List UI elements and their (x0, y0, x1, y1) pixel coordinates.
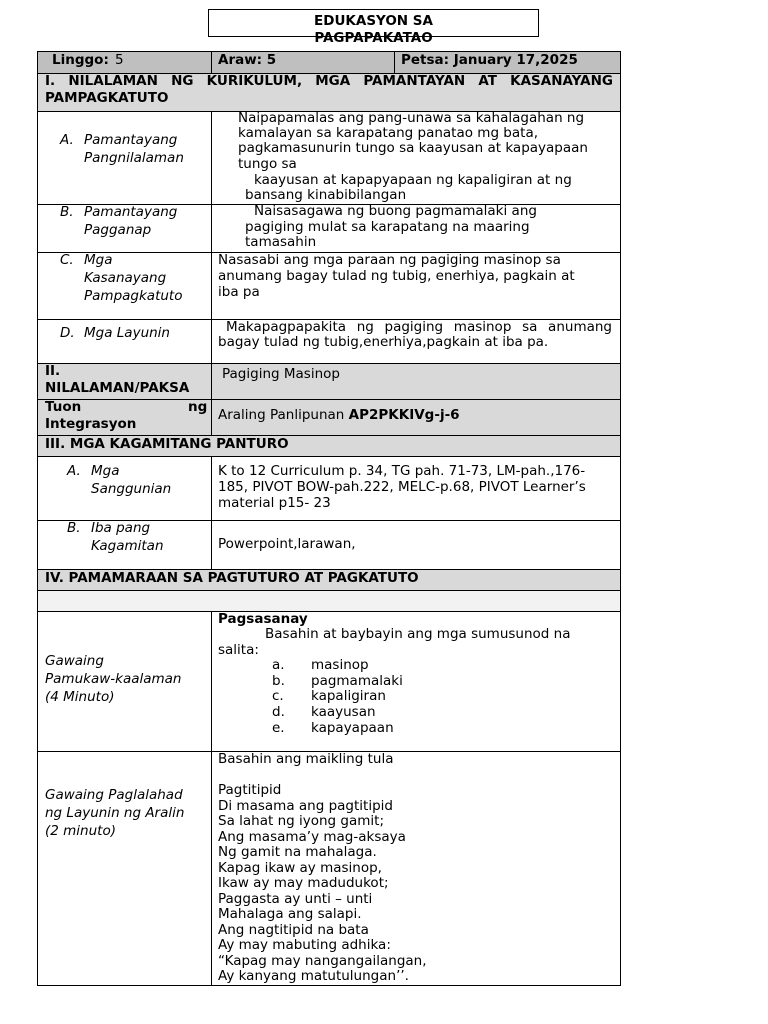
content-line: tamasahin (245, 234, 317, 250)
content-line: Naisasagawa ng buong pagmamalaki ang (254, 203, 537, 219)
content-line: Naipapamalas ang pang-unawa sa kahalagahan ng (238, 110, 585, 126)
content-line: material p15- 23 (218, 495, 331, 511)
sanggunian-content-cell (211, 456, 621, 521)
label-text: (2 minuto) (45, 823, 116, 839)
pamantayang-pangnilalaman-content-cell (211, 111, 621, 205)
tuon-integrasyon-content-cell (211, 399, 621, 436)
label-text: Sanggunian (91, 481, 172, 497)
pamantayang-pangnilalaman-label-cell (37, 111, 212, 205)
list-item-letter: e. (272, 720, 285, 736)
content-line: anumang bagay tulad ng tubig, enerhiya, pagkain at (218, 268, 575, 284)
document-title-line2: PAGPAPAKATAO (314, 30, 433, 46)
linggo-cell (37, 51, 212, 74)
instruction-line: salita: (218, 642, 259, 658)
instruction-line: Basahin at baybayin ang mga sumusunod na (265, 626, 571, 642)
poem-line: Mahalaga ang salapi. (218, 906, 362, 922)
mga-layunin-content-cell (211, 319, 621, 364)
gawaing-pamukaw-kaalaman-label-cell (37, 611, 212, 752)
list-item-word: masinop (311, 657, 369, 673)
petsa-label: Petsa: January 17,2025 (401, 52, 578, 68)
section4-blank-row (37, 590, 621, 612)
document-title-box (208, 9, 539, 46)
label-letter: C. (60, 252, 74, 268)
poem-line: Sa lahat ng iyong gamit; (218, 813, 384, 829)
section1-title-line1: I. NILALAMAN NG KURIKULUM, MGA PAMANTAYAN AT KASANAYANG (45, 73, 613, 89)
content-line: tungo sa (238, 156, 297, 172)
list-item-word: kapaligiran (311, 688, 386, 704)
iba-pang-kagamitan-label-cell (37, 520, 212, 570)
paksa-text: Pagiging Masinop (222, 366, 340, 382)
label-letter: B. (60, 204, 74, 220)
content-line: pagiging mulat sa karapatang na maaring (245, 219, 530, 235)
content-line: kaayusan at kapapyapaan ng kapaligiran at ng (254, 172, 572, 188)
section3-title: III. MGA KAGAMITANG PANTURO (45, 436, 289, 452)
list-item-word: kapayapaan (311, 720, 394, 736)
label-text: Gawaing Paglalahad (45, 787, 183, 803)
pamantayang-pagganap-label-cell (37, 204, 212, 253)
section1-header (37, 73, 621, 112)
kasanayang-pampagkatuto-content-cell (211, 252, 621, 320)
list-item-word: kaayusan (311, 704, 376, 720)
content-line: Makapagpapakita ng pagiging masinop sa anumang (226, 319, 612, 335)
label-text: Mga Layunin (84, 325, 170, 341)
section1-title-line2: PAMPAGKATUTO (45, 90, 169, 106)
label-text: Pampagkatuto (84, 288, 183, 304)
kasanayang-pampagkatuto-label-cell (37, 252, 212, 320)
pagsasanay-heading: Pagsasanay (218, 611, 308, 627)
content-line: 185, PIVOT BOW-pah.222, MELC-p.68, PIVOT Learner’s (218, 479, 586, 495)
poem-title: Pagtitipid (218, 782, 282, 798)
section4-header (37, 569, 621, 591)
label-text: Kagamitan (91, 538, 164, 554)
label-text: Mga (84, 252, 113, 268)
poem-line: Ay may mabuting adhika: (218, 937, 391, 953)
linggo-value: 5 (115, 52, 124, 68)
label-letter: B. (67, 520, 81, 536)
poem-line: Ang nagtitipid na bata (218, 922, 369, 938)
label-text: (4 Minuto) (45, 689, 115, 705)
document-title-line1: EDUKASYON SA (314, 13, 433, 29)
poem-line: Ng gamit na mahalaga. (218, 844, 377, 860)
label-text: ng Layunin ng Aralin (45, 805, 185, 821)
kagamitan-text: Powerpoint,larawan, (218, 536, 356, 552)
araw-label: Araw: 5 (218, 52, 277, 68)
linggo-label: Linggo: (52, 52, 109, 68)
tuon-label-line2: Integrasyon (45, 416, 137, 432)
poem-line: “Kapag may nangangailangan, (218, 953, 427, 969)
integrasyon-text (218, 408, 460, 424)
label-letter: A. (60, 132, 74, 148)
tula-content-cell (211, 751, 621, 986)
section2-label-line1: II. (45, 363, 61, 379)
mga-layunin-label-cell (37, 319, 212, 364)
label-text: Pangnilalaman (84, 150, 184, 166)
list-item-letter: b. (272, 673, 285, 689)
content-line: iba pa (218, 284, 260, 300)
label-letter: D. (60, 325, 75, 341)
label-text: Mga (91, 463, 120, 479)
iba-pang-kagamitan-content-cell (211, 520, 621, 570)
label-text: Pamantayang (84, 204, 178, 220)
integrasyon-subject: Araling Panlipunan (218, 407, 349, 423)
tuon-label-word: Tuon (45, 399, 82, 415)
poem-line: Ay kanyang matutulungan’’. (218, 968, 409, 984)
poem-line: Ang masama’y mag-aksaya (218, 829, 406, 845)
list-item-word: pagmamalaki (311, 673, 403, 689)
label-text: Pamantayang (84, 132, 178, 148)
tula-intro: Basahin ang maikling tula (218, 751, 394, 767)
nilalaman-paksa-label-cell (37, 363, 212, 400)
tuon-label-word: ng (188, 399, 208, 415)
nilalaman-paksa-content-cell (211, 363, 621, 400)
poem-line: Di masama ang pagtitipid (218, 798, 393, 814)
label-text: Kasanayang (84, 270, 167, 286)
integrasyon-code: AP2PKKIVg-j-6 (348, 407, 460, 423)
pagsasanay-content-cell (211, 611, 621, 752)
content-line: pagkamasunurin tungo sa kaayusan at kapayapaan (238, 140, 588, 156)
section4-title: IV. PAMAMARAAN SA PAGTUTURO AT PAGKATUTO (45, 570, 419, 586)
petsa-cell (394, 51, 621, 74)
tuon-integrasyon-label-cell (37, 399, 212, 436)
label-text: Iba pang (91, 520, 151, 536)
content-line: bagay tulad ng tubig,enerhiya,pagkain at iba pa. (218, 334, 549, 350)
poem-line: Kapag ikaw ay masinop, (218, 860, 382, 876)
content-line: Nasasabi ang mga paraan ng pagiging masinop sa (218, 252, 561, 268)
content-line: bansang kinabibilangan (245, 187, 407, 203)
araw-cell (211, 51, 395, 74)
sanggunian-label-cell (37, 456, 212, 521)
pamantayang-pagganap-content-cell (211, 204, 621, 253)
section3-header (37, 435, 621, 457)
poem-line: Paggasta ay unti – unti (218, 891, 373, 907)
label-text: Gawaing (45, 653, 104, 669)
gawaing-paglalahad-label-cell (37, 751, 212, 986)
label-text: Pagganap (84, 222, 152, 238)
poem-line: Ikaw ay may madudukot; (218, 875, 389, 891)
list-item-letter: a. (272, 657, 285, 673)
content-line: K to 12 Curriculum p. 34, TG pah. 71-73, LM-pah.,176- (218, 463, 586, 479)
label-letter: A. (67, 463, 81, 479)
list-item-letter: d. (272, 704, 285, 720)
section2-label-line2: NILALAMAN/PAKSA (45, 380, 190, 396)
content-line: kamalayan sa karapatang panatao mg bata, (238, 125, 539, 141)
list-item-letter: c. (272, 688, 284, 704)
label-text: Pamukaw-kaalaman (45, 671, 182, 687)
